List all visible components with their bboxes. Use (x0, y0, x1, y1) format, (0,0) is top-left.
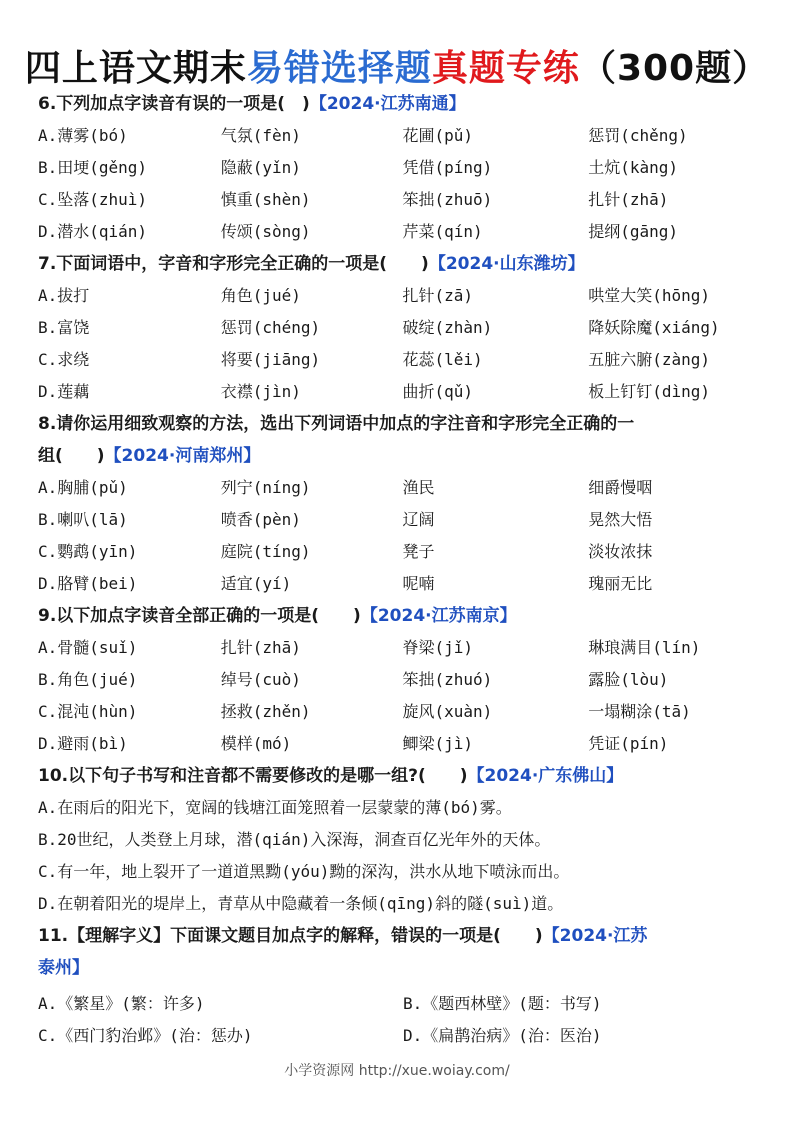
question-6-option-b: B.田埂(gěng) 隐蔽(yǐn) 凭借(píng) 土炕(kàng) (38, 158, 679, 177)
question-11-option-d: D.《扁鹊治病》(治：医治) (403, 1026, 602, 1045)
question-11-option-b: B.《题西林壁》(题：书写) (403, 994, 602, 1013)
question-8-stem: 8.请你运用细致观察的方法，选出下列词语中加点的字注音和字形完全正确的一 组( )【2024·河南郑州】 (38, 414, 635, 466)
page-footer: 小学资源网 http://xue.woiay.com/ (284, 1063, 510, 1079)
question-6-option-d: D.潜水(qián) 传颂(sòng) 芹菜(qín) 提纲(gāng) (38, 222, 679, 241)
question-7-option-d: D.莲藕 衣襟(jìn) 曲折(qǔ) 板上钉钉(dìng) (38, 382, 711, 401)
question-8-source: 【2024·河南郑州】 (104, 446, 261, 466)
question-11-options-ab (38, 988, 768, 1020)
title-part-4: （300题） (579, 48, 770, 89)
question-10-stem: 10.以下句子书写和注音都不需要修改的是哪一组?( )【2024·广东佛山】 (38, 766, 624, 786)
question-9-stem: 9.以下加点字读音全部正确的一项是( )【2024·江苏南京】 (38, 606, 517, 626)
question-10-option-a: A.在雨后的阳光下，宽阔的钱塘江面笼照着一层蒙蒙的薄(bó)雾。 (38, 798, 512, 817)
title-part-3: 真题专练 (431, 48, 580, 89)
question-10-option-d: D.在朝着阳光的堤岸上，青草从中隐藏着一条倾(qīng)斜的隧(suì)道。 (38, 894, 564, 913)
question-7-option-b: B.富饶 惩罚(chéng) 破绽(zhàn) 降妖除魔(xiáng) (38, 318, 720, 337)
question-7-option-a: A.拔打 角色(jué) 扎针(zā) 哄堂大笑(hōng) (38, 286, 711, 305)
title-part-2: 易错选择题 (246, 48, 432, 89)
question-8-option-c: C.鹦鹉(yīn) 庭院(tíng) 凳子 淡妆浓抹 (38, 542, 653, 561)
question-11-options-cd (38, 1020, 768, 1052)
question-9-source: 【2024·江苏南京】 (360, 606, 517, 626)
question-6-option-a: A.薄雾(bó) 气氛(fèn) 花圃(pǔ) 惩罚(chěng) (38, 126, 688, 145)
question-11-option-c: C.《西门豹治邺》(治：惩办) (38, 1026, 253, 1045)
question-8-option-b: B.喇叭(lā) 喷香(pèn) 辽阔 晃然大悟 (38, 510, 653, 529)
question-9-option-a: A.骨髓(suǐ) 扎针(zhā) 脊梁(jǐ) 琳琅满目(lín) (38, 638, 701, 657)
question-10-source: 【2024·广东佛山】 (467, 766, 624, 786)
page-title (0, 40, 794, 91)
question-11-option-a: A.《繁星》(繁：许多) (38, 994, 205, 1013)
question-6-source: 【2024·江苏南通】 (309, 94, 466, 114)
question-9-option-b: B.角色(jué) 绰号(cuò) 笨拙(zhuó) 露脸(lòu) (38, 670, 669, 689)
question-11-source-2: 泰州】 (38, 958, 89, 978)
title-part-1: 四上语文期末 (24, 48, 247, 89)
question-8-option-a: A.胸脯(pǔ) 列宁(níng) 渔民 细爵慢咽 (38, 478, 653, 497)
question-6-stem: 6.下列加点字读音有误的一项是( )【2024·江苏南通】 (38, 94, 466, 114)
question-7-stem: 7.下面词语中，字音和字形完全正确的一项是( )【2024·山东潍坊】 (38, 254, 585, 274)
question-9-option-c: C.混沌(hùn) 拯救(zhěn) 旋风(xuàn) 一塌糊涂(tā) (38, 702, 691, 721)
question-11-source-1: 【2024·江苏 (542, 926, 648, 946)
question-7-source: 【2024·山东潍坊】 (428, 254, 585, 274)
question-10-option-b: B.20世纪，人类登上月球，潜(qián)入深海，洞查百亿光年外的天体。 (38, 830, 551, 849)
question-6-option-c: C.坠落(zhuì) 慎重(shèn) 笨拙(zhuō) 扎针(zhā) (38, 190, 669, 209)
question-11-stem: 11.【理解字义】下面课文题目加点字的解释，错误的一项是( )【2024·江苏 泰州】 (38, 920, 768, 984)
question-7-option-c: C.求绕 将要(jiāng) 花蕊(lěi) 五脏六腑(zàng) (38, 350, 711, 369)
question-list (38, 88, 768, 1052)
question-9-option-d: D.避雨(bì) 模样(mó) 鲫梁(jì) 凭证(pín) (38, 734, 669, 753)
question-8-option-d: D.胳臂(bei) 适宜(yí) 呢喃 瑰丽无比 (38, 574, 653, 593)
question-10-option-c: C.有一年，地上裂开了一道道黑黝(yóu)黝的深沟，洪水从地下喷泳而出。 (38, 862, 570, 881)
